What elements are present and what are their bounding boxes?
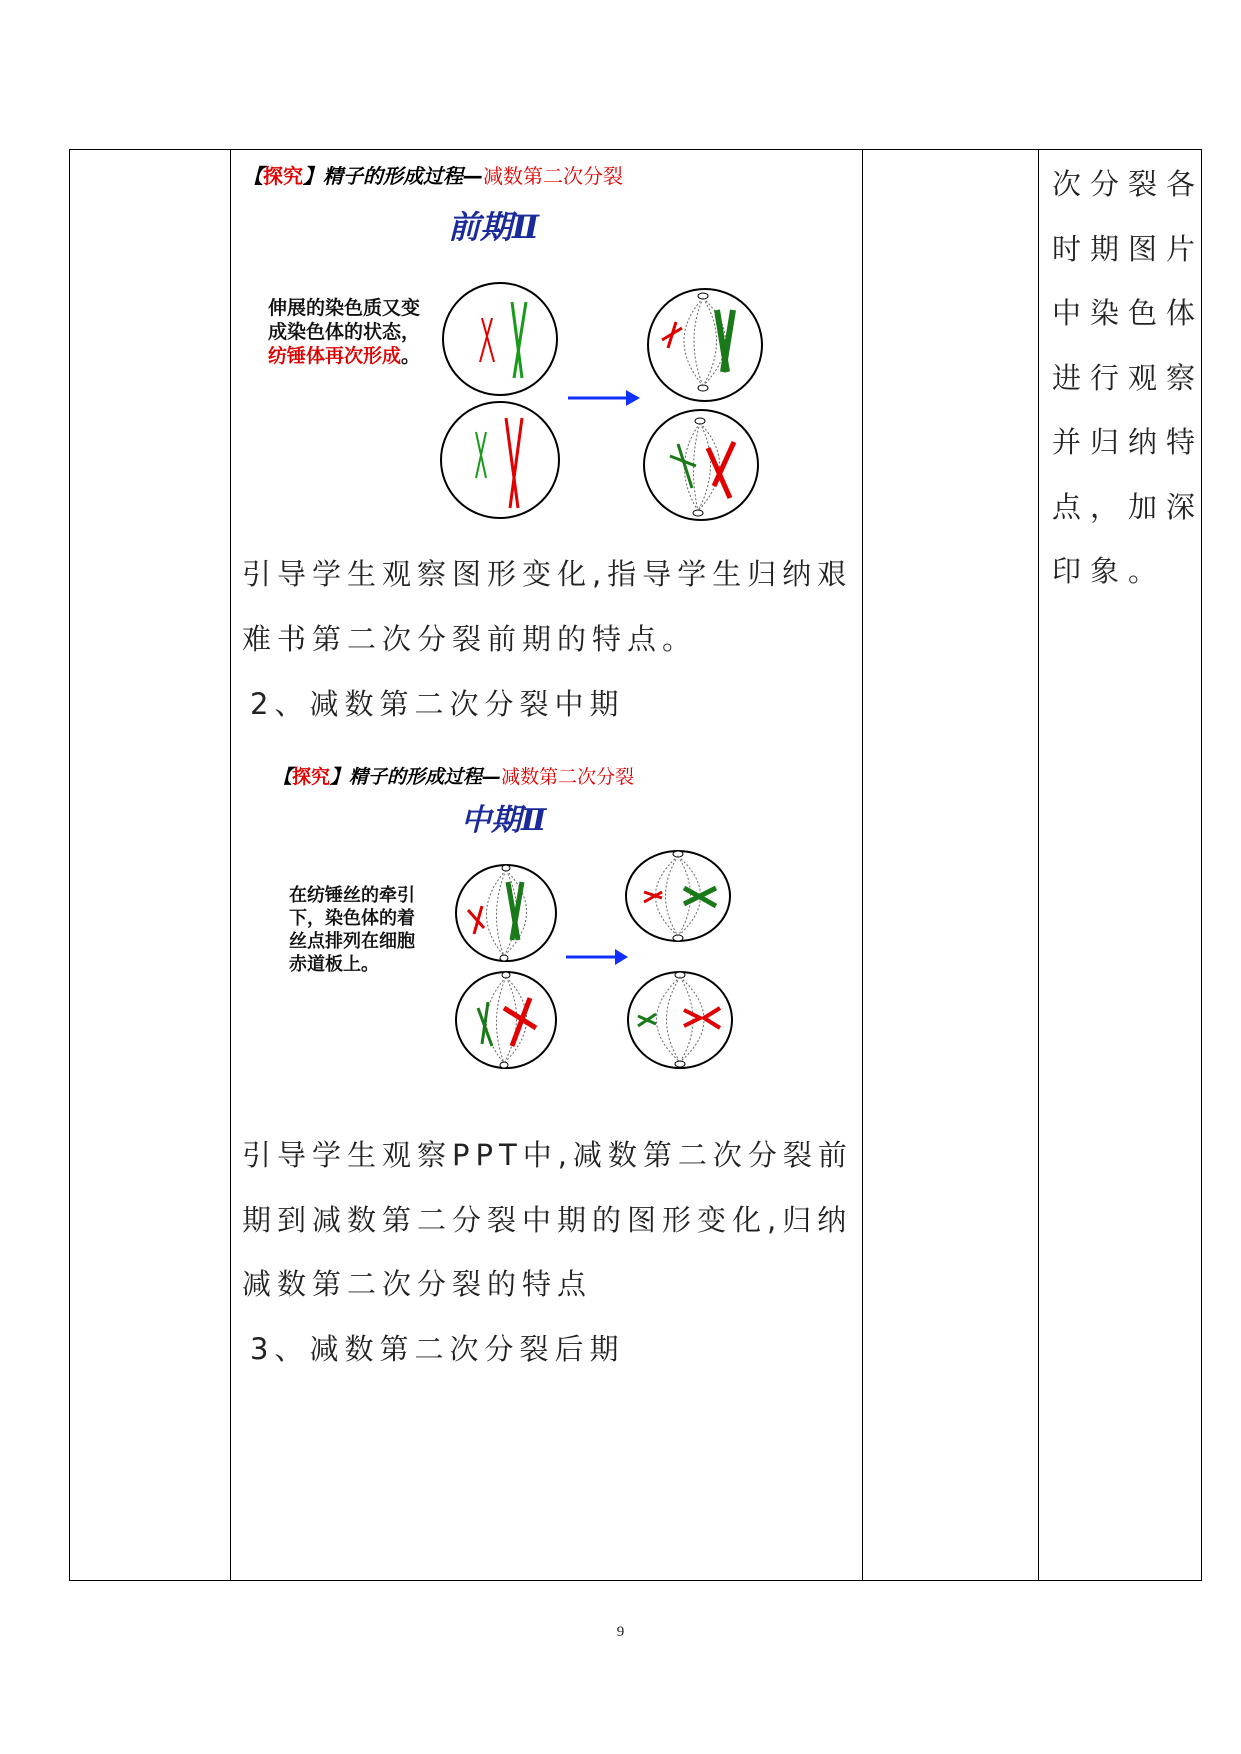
side-line-7: 印象。 <box>1052 554 1167 588</box>
side-line-1: 次分裂各 <box>1052 167 1205 201</box>
figure1-caption: 伸展的染色质又变成染色体的状态，纺锤体再次形成。 <box>268 297 421 367</box>
figure2-diagram <box>448 868 748 1068</box>
figure1-title: 【探究】精子的形成过程—减数第二次分裂 <box>243 164 623 188</box>
side-line-6: 点，加深 <box>1052 490 1205 524</box>
para2-line2: 期到减数第二分裂中期的图形变化,归纳 <box>242 1203 853 1237</box>
column-divider-1 <box>230 150 231 1580</box>
item2-heading: 2、减数第二次分裂中期 <box>250 687 625 721</box>
column-divider-2 <box>862 150 863 1580</box>
side-line-2: 时期图片 <box>1052 232 1205 266</box>
page-number: 9 <box>616 1624 625 1640</box>
side-line-3: 中染色体 <box>1052 296 1205 330</box>
figure1-diagram <box>430 280 770 520</box>
para2-line1: 引导学生观察PPT中,减数第二次分裂前 <box>242 1138 853 1172</box>
figure2-caption: 在纺锤丝的牵引下，染色体的着丝点排列在细胞赤道板上。 <box>289 885 415 975</box>
side-line-5: 并归纳特 <box>1052 425 1205 459</box>
para1-line2: 难书第二次分裂前期的特点。 <box>242 622 698 656</box>
para1-line1: 引导学生观察图形变化,指导学生归纳艰 <box>242 557 853 591</box>
figure2-title: 【探究】精子的形成过程—减数第二次分裂 <box>273 766 635 788</box>
para2-line3: 减数第二次分裂的特点 <box>242 1267 593 1301</box>
item3-heading: 3、减数第二次分裂后期 <box>250 1332 625 1366</box>
figure1-phase: 前期Ⅱ <box>448 208 539 246</box>
figure2-phase: 中期Ⅱ <box>461 803 547 838</box>
side-line-4: 进行观察 <box>1052 361 1205 395</box>
column-divider-3 <box>1038 150 1039 1580</box>
